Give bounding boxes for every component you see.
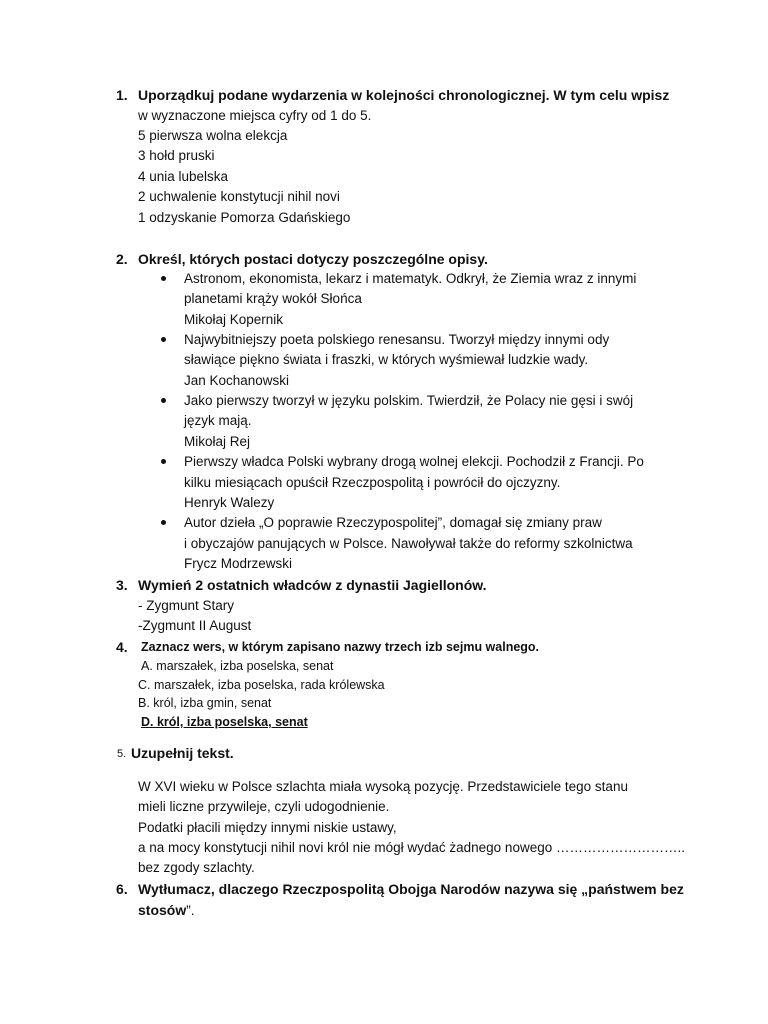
- q6-line-2-rest: ”.: [186, 903, 195, 918]
- q2-item-5-line2: i obyczajów panujących w Polsce. Nawoływał także do reformy szkolnictwa: [184, 536, 633, 551]
- q2-item-2-line2: sławiące piękno świata i fraszki, w których wyśmiewał ludzkie wady.: [184, 352, 589, 367]
- q1-answer-1: 5 pierwsza wolna elekcja: [138, 128, 288, 143]
- q1-number: 1.: [116, 87, 128, 103]
- q4-option-d-correct: D. król, izba poselska, senat: [141, 715, 308, 729]
- q4-option-a: A. marszałek, izba poselska, senat: [141, 659, 334, 673]
- q2-item-3-line1: Jako pierwszy tworzył w języku polskim. Twierdził, że Polacy nie gęsi i swój: [184, 393, 634, 408]
- q2-item-1-line1: Astronom, ekonomista, lekarz i matematyk. Odkrył, że Ziemia wraz z innymi: [184, 271, 637, 286]
- q3-number: 3.: [116, 577, 128, 593]
- q2-item-3-answer: Mikołaj Rej: [184, 434, 251, 449]
- q2-item-4-answer: Henryk Walezy: [184, 495, 275, 510]
- q4-option-c: C. marszałek, izba poselska, rada królewska: [138, 678, 385, 692]
- q1-answer-5: 1 odzyskanie Pomorza Gdańskiego: [138, 210, 351, 225]
- q3-answer-2: -Zygmunt II August: [138, 618, 252, 633]
- q1-answer-3: 4 unia lubelska: [138, 169, 229, 184]
- q1-answer-2: 3 hołd pruski: [138, 148, 215, 163]
- q2-title: Określ, których postaci dotyczy poszczególne opisy.: [138, 251, 488, 267]
- q3-answer-1: - Zygmunt Stary: [138, 598, 235, 613]
- q1-title: Uporządkuj podane wydarzenia w kolejności chronologicznej. W tym celu wpisz: [138, 87, 670, 103]
- q4-option-b: B. król, izba gmin, senat: [138, 696, 272, 710]
- q2-item-1-line2: planetami krąży wokół Słońca: [184, 291, 362, 306]
- bullet-icon: [161, 520, 166, 525]
- q5-line-5: bez zgody szlachty.: [138, 860, 255, 875]
- q2-item-3-line2: język mają.: [184, 413, 252, 428]
- q2-item-2-answer: Jan Kochanowski: [184, 373, 290, 388]
- q2-item-1-answer: Mikołaj Kopernik: [184, 312, 284, 327]
- q1-instruction: w wyznaczone miejsca cyfry od 1 do 5.: [138, 108, 372, 123]
- q2-item-5-line1: Autor dzieła „O poprawie Rzeczypospolitej”, domagał się zmiany praw: [184, 515, 602, 530]
- q5-number: 5.: [117, 748, 127, 760]
- q4-title: Zaznacz wers, w którym zapisano nazwy trzech izb sejmu walnego.: [141, 640, 540, 654]
- q6-line-2-bold: stosów: [138, 902, 187, 918]
- q1-answer-4: 2 uchwalenie konstytucji nihil novi: [138, 189, 340, 204]
- q2-item-5-answer: Frycz Modrzewski: [184, 556, 293, 571]
- q5-line-1: W XVI wieku w Polsce szlachta miała wysoką pozycję. Przedstawiciele tego stanu: [138, 779, 628, 794]
- q6-line-1: Wytłumacz, dlaczego Rzeczpospolitą Obojga Narodów nazywa się „państwem bez: [138, 881, 684, 897]
- q2-item-4-line2: kilku miesiącach opuścił Rzeczpospolitą i powrócił do ojczyzny.: [184, 475, 561, 490]
- q2-item-4-line1: Pierwszy władca Polski wybrany drogą wolnej elekcji. Pochodził z Francji. Po: [184, 454, 644, 469]
- bullet-icon: [161, 337, 166, 342]
- q2-item-2-line1: Najwybitniejszy poeta polskiego renesansu. Tworzył między innymi ody: [184, 332, 610, 347]
- q5-line-2: mieli liczne przywileje, czyli udogodnienie.: [138, 799, 390, 814]
- q2-number: 2.: [116, 251, 128, 267]
- q6-line-2: [138, 901, 194, 920]
- q4-number: 4.: [116, 639, 128, 655]
- bullet-icon: [161, 398, 166, 403]
- bullet-icon: [161, 459, 166, 464]
- bullet-icon: [161, 276, 166, 281]
- q5-line-3: Podatki płacili między innymi niskie ustawy,: [138, 820, 397, 835]
- q6-number: 6.: [116, 881, 128, 897]
- q3-title: Wymień 2 ostatnich władców z dynastii Jagiellonów.: [138, 577, 487, 593]
- q5-line-4: a na mocy konstytucji nihil novi król nie mógł wydać żadnego nowego ………………………..: [138, 840, 685, 855]
- q5-title: Uzupełnij tekst.: [131, 745, 234, 761]
